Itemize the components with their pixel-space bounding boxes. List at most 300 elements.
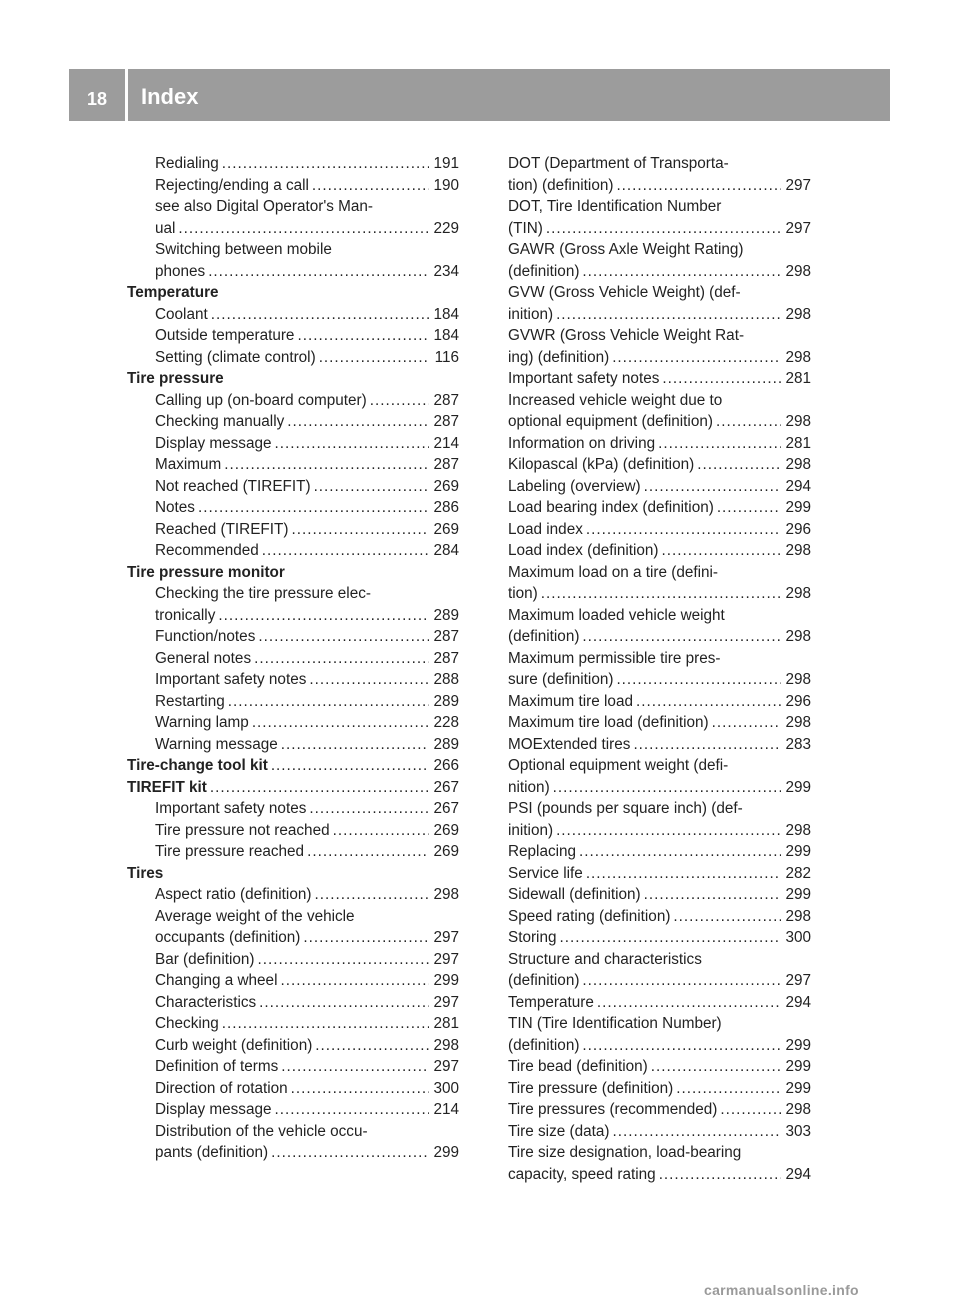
entry-text: Storing: [508, 929, 557, 946]
entry-text: Maximum tire load: [508, 692, 633, 710]
page-reference: 298: [785, 348, 811, 366]
entry-text: tion): [508, 585, 538, 602]
entry-text: nition): [508, 778, 550, 796]
entry-text: DOT, Tire Identification Number: [508, 198, 722, 215]
index-entry: [127, 884, 459, 906]
entry-text: Calling up (on-board computer): [155, 391, 367, 409]
page-reference: 190: [433, 176, 459, 194]
dot-leader: [287, 411, 429, 433]
dot-leader: [271, 1142, 429, 1164]
index-entry: [127, 906, 459, 949]
page-reference: 298: [785, 413, 811, 430]
dot-leader: [228, 691, 429, 713]
page-reference: 269: [433, 477, 459, 495]
index-heading: [127, 282, 459, 304]
entry-text: Tire-change tool kit: [127, 757, 268, 774]
page-reference: 299: [433, 1144, 459, 1161]
page-reference: 297: [433, 950, 459, 968]
entry-text: GAWR (Gross Axle Weight Rating): [508, 241, 744, 258]
dot-leader: [262, 540, 429, 562]
entry-text: Definition of terms: [155, 1058, 279, 1075]
page-reference: 281: [785, 434, 811, 452]
page-reference: 289: [433, 735, 459, 753]
index-entry: [508, 734, 811, 756]
page-reference: 300: [785, 929, 811, 946]
index-entry: [127, 390, 459, 412]
index-entry: [127, 411, 459, 433]
dot-leader: [222, 1013, 429, 1035]
page-reference: 229: [433, 219, 459, 237]
entry-text: occupants (definition): [155, 929, 301, 946]
entry-text: Checking manually: [155, 413, 285, 430]
entry-text: capacity, speed rating: [508, 1165, 656, 1183]
index-entry: [508, 755, 811, 798]
dot-leader: [582, 626, 781, 648]
page-reference: 191: [433, 155, 459, 172]
page-reference: 298: [785, 821, 811, 839]
page-reference: 297: [433, 1058, 459, 1075]
index-entry: [127, 433, 459, 455]
entry-text: Optional equipment weight (defi-: [508, 757, 729, 774]
page-reference: 299: [785, 843, 811, 860]
page-reference: 299: [785, 778, 811, 796]
dot-leader: [259, 992, 429, 1014]
dot-leader: [258, 626, 429, 648]
page-reference: 298: [433, 886, 459, 903]
entry-text: Warning message: [155, 735, 278, 753]
entry-text: inition): [508, 305, 554, 323]
entry-text: Load index: [508, 520, 583, 538]
page-reference: 281: [433, 1015, 459, 1032]
entry-text: Function/notes: [155, 628, 256, 645]
entry-text: Coolant: [155, 305, 208, 323]
dot-leader: [651, 1056, 781, 1078]
page-reference: 294: [785, 477, 811, 495]
entry-text: Characteristics: [155, 993, 257, 1011]
entry-text: Rejecting/ending a call: [155, 176, 309, 194]
entry-text: Checking: [155, 1015, 219, 1032]
entry-text: Checking the tire pressure elec-: [155, 585, 371, 602]
index-heading: [127, 562, 459, 584]
page-reference: 299: [785, 1036, 811, 1054]
entry-text: MOExtended tires: [508, 735, 631, 753]
index-entry: [127, 820, 459, 842]
index-entry: [508, 1099, 811, 1121]
entry-text: Service life: [508, 864, 583, 882]
page-reference: 299: [785, 1079, 811, 1097]
dot-leader: [252, 712, 429, 734]
page-reference: 287: [433, 391, 459, 409]
index-heading: [127, 777, 459, 799]
dot-leader: [662, 368, 781, 390]
page-reference: 269: [433, 821, 459, 839]
dot-leader: [224, 454, 429, 476]
page-number: 18: [86, 89, 108, 109]
page-reference: 269: [433, 843, 459, 860]
page-reference: 287: [433, 456, 459, 473]
index-heading: [127, 755, 459, 777]
dot-leader: [314, 884, 429, 906]
index-entry: [508, 519, 811, 541]
entry-text: Outside temperature: [155, 327, 295, 344]
index-entry: [127, 1035, 459, 1057]
dot-leader: [582, 261, 781, 283]
page-reference: 184: [433, 305, 459, 323]
page-reference: 297: [433, 993, 459, 1011]
index-entry: [127, 153, 459, 175]
dot-leader: [559, 927, 781, 949]
heading-text: Tires: [127, 864, 164, 882]
heading-text: Tire pressure monitor: [127, 563, 285, 581]
index-entry: [508, 884, 811, 906]
entry-text: Restarting: [155, 692, 225, 710]
index-entry: [127, 1013, 459, 1035]
page-reference: 282: [785, 864, 811, 882]
dot-leader: [254, 648, 429, 670]
page-reference: 116: [434, 348, 459, 366]
entry-text: Maximum: [155, 456, 222, 473]
dot-leader: [553, 777, 781, 799]
page-reference: 299: [433, 972, 459, 989]
page-reference: 298: [785, 456, 811, 473]
entry-text: Replacing: [508, 843, 577, 860]
entry-text: GVW (Gross Vehicle Weight) (def-: [508, 284, 741, 301]
index-entry: [508, 433, 811, 455]
entry-text: Labeling (overview): [508, 477, 641, 495]
page-reference: 288: [433, 671, 459, 688]
dot-leader: [303, 927, 429, 949]
entry-text: tion) (definition): [508, 176, 614, 194]
page-reference: 286: [433, 499, 459, 516]
entry-text: General notes: [155, 649, 252, 667]
page-reference: 297: [785, 972, 811, 989]
page-reference: 298: [785, 1101, 811, 1118]
dot-leader: [312, 175, 429, 197]
dot-leader: [644, 476, 781, 498]
page-reference: 267: [433, 778, 459, 796]
entry-text: Maximum tire load (definition): [508, 714, 709, 731]
dot-leader: [178, 218, 429, 240]
entry-text: Recommended: [155, 542, 259, 559]
page-title: Index: [141, 84, 199, 109]
dot-leader: [612, 1121, 781, 1143]
index-entry: [508, 390, 811, 433]
dot-leader: [208, 261, 429, 283]
dot-leader: [291, 1078, 429, 1100]
dot-leader: [597, 992, 781, 1014]
index-entry: [508, 1121, 811, 1143]
dot-leader: [712, 712, 781, 734]
entry-text: Important safety notes: [508, 370, 660, 387]
dot-leader: [616, 669, 781, 691]
page-reference: 298: [785, 628, 811, 645]
index-entry: [508, 691, 811, 713]
page-reference: 298: [785, 907, 811, 925]
index-entry: [127, 476, 459, 498]
page-reference: 299: [785, 1058, 811, 1075]
dot-leader: [257, 949, 429, 971]
entry-text: (definition): [508, 972, 580, 989]
entry-text: Distribution of the vehicle occu-: [155, 1122, 368, 1140]
page-reference: 283: [785, 735, 811, 753]
index-entry: [508, 540, 811, 562]
index-entry: [127, 196, 459, 239]
page-reference: 299: [785, 886, 811, 903]
entry-text: Tire pressure not reached: [155, 821, 330, 839]
heading-text: Temperature: [127, 284, 219, 301]
entry-text: Important safety notes: [155, 671, 307, 688]
index-entry: [508, 282, 811, 325]
index-entry: [508, 1078, 811, 1100]
dot-leader: [582, 970, 781, 992]
entry-text: Average weight of the vehicle: [155, 907, 355, 925]
index-entry: [508, 927, 811, 949]
dot-leader: [222, 153, 429, 175]
entry-text: Direction of rotation: [155, 1079, 288, 1097]
index-entry: [127, 992, 459, 1014]
entry-text: inition): [508, 821, 554, 839]
index-entry: [127, 583, 459, 626]
page-reference: 289: [433, 692, 459, 710]
dot-leader: [281, 1056, 429, 1078]
page-reference: 298: [785, 262, 811, 280]
entry-text: Changing a wheel: [155, 972, 278, 989]
dot-leader: [658, 433, 781, 455]
entry-text: Not reached (TIREFIT): [155, 477, 311, 495]
index-entry: [127, 1121, 459, 1164]
index-entry: [127, 347, 459, 369]
entry-text: Tire pressure (definition): [508, 1079, 674, 1097]
page-reference: 289: [433, 606, 459, 624]
index-entry: [508, 798, 811, 841]
dot-leader: [274, 433, 429, 455]
entry-text: Switching between mobile: [155, 241, 332, 258]
index-entry: [127, 970, 459, 992]
dot-leader: [314, 476, 429, 498]
entry-text: TIN (Tire Identification Number): [508, 1015, 722, 1032]
entry-text: Tire bead (definition): [508, 1058, 648, 1075]
entry-text: see also Digital Operator's Man-: [155, 198, 374, 215]
index-entry: [508, 1142, 811, 1185]
dot-leader: [218, 605, 429, 627]
index-entry: [508, 1056, 811, 1078]
entry-text: (definition): [508, 262, 580, 280]
dot-leader: [271, 755, 429, 777]
dot-leader: [309, 798, 429, 820]
page-reference: 298: [433, 1036, 459, 1054]
page-reference: 267: [433, 800, 459, 817]
index-entry: [508, 841, 811, 863]
index-entry: [508, 863, 811, 885]
page-reference: 214: [433, 434, 459, 452]
entry-text: Sidewall (definition): [508, 886, 641, 903]
entry-text: GVWR (Gross Vehicle Weight Rat-: [508, 327, 745, 344]
page-reference: 298: [785, 714, 811, 731]
index-entry: [508, 476, 811, 498]
entry-text: Aspect ratio (definition): [155, 886, 312, 903]
dot-leader: [612, 347, 781, 369]
index-entry: [127, 648, 459, 670]
index-entry: [127, 1056, 459, 1078]
index-entry: [127, 454, 459, 476]
index-entry: [127, 626, 459, 648]
dot-leader: [274, 1099, 429, 1121]
entry-text: Display message: [155, 1101, 272, 1118]
dot-leader: [307, 841, 429, 863]
page-reference: 284: [433, 542, 459, 559]
dot-leader: [662, 540, 781, 562]
index-entry: [127, 734, 459, 756]
index-entry: [127, 841, 459, 863]
dot-leader: [586, 519, 781, 541]
page-reference: 294: [785, 993, 811, 1011]
dot-leader: [546, 218, 781, 240]
entry-text: Tire size (data): [508, 1122, 610, 1140]
index-entry: [127, 325, 459, 347]
watermark: carmanualsonline.info: [704, 1282, 859, 1298]
index-entry: [508, 1013, 811, 1056]
index-entry: [127, 1078, 459, 1100]
entry-text: TIREFIT kit: [127, 778, 207, 796]
page-reference: 298: [785, 542, 811, 559]
heading-text: Tire pressure: [127, 370, 224, 387]
page-header: [69, 69, 890, 121]
dot-leader: [198, 497, 429, 519]
page-reference: 266: [433, 757, 459, 774]
index-entry: [127, 798, 459, 820]
dot-leader: [280, 970, 429, 992]
entry-text: Tire pressure reached: [155, 843, 305, 860]
page-reference: 294: [785, 1165, 811, 1183]
entry-text: phones: [155, 262, 206, 280]
page-reference: 287: [433, 628, 459, 645]
entry-text: optional equipment (definition): [508, 413, 713, 430]
dot-leader: [659, 1164, 781, 1186]
dot-leader: [370, 390, 429, 412]
index-entry: [508, 153, 811, 196]
entry-text: Display message: [155, 434, 272, 452]
entry-text: Maximum loaded vehicle weight: [508, 606, 725, 624]
entry-text: Maximum permissible tire pres-: [508, 649, 721, 667]
index-entry: [508, 196, 811, 239]
index-entry: [508, 497, 811, 519]
dot-leader: [720, 1099, 781, 1121]
entry-text: (definition): [508, 1036, 580, 1054]
index-entry: [127, 304, 459, 326]
index-entry: [508, 648, 811, 691]
dot-leader: [281, 734, 429, 756]
entry-text: sure (definition): [508, 671, 614, 688]
page-reference: 297: [785, 176, 811, 194]
dot-leader: [582, 1035, 781, 1057]
page-reference: 298: [785, 671, 811, 688]
page-reference: 214: [433, 1101, 459, 1118]
entry-text: Notes: [155, 499, 195, 516]
dot-leader: [586, 863, 781, 885]
entry-text: Kilopascal (kPa) (definition): [508, 456, 695, 473]
entry-text: ing) (definition): [508, 348, 610, 366]
index-entry: [508, 562, 811, 605]
entry-text: Increased vehicle weight due to: [508, 391, 723, 409]
dot-leader: [556, 304, 781, 326]
dot-leader: [579, 841, 781, 863]
entry-text: ual: [155, 219, 176, 237]
index-entry: [508, 605, 811, 648]
dot-leader: [716, 411, 781, 433]
entry-text: (definition): [508, 628, 580, 645]
dot-leader: [633, 734, 781, 756]
page-reference: 296: [785, 520, 811, 538]
dot-leader: [315, 1035, 429, 1057]
dot-leader: [541, 583, 781, 605]
header-divider: [125, 69, 128, 121]
page-reference: 234: [433, 262, 459, 280]
index-entry: [508, 949, 811, 992]
page-reference: 303: [785, 1122, 811, 1140]
index-entry: [127, 1099, 459, 1121]
entry-text: Bar (definition): [155, 950, 255, 968]
page-reference: 287: [433, 413, 459, 430]
index-column-left: [127, 153, 459, 1164]
dot-leader: [644, 884, 781, 906]
dot-leader: [697, 454, 781, 476]
index-entry: [127, 712, 459, 734]
entry-text: Important safety notes: [155, 800, 307, 817]
page-reference: 296: [785, 692, 811, 710]
entry-text: Speed rating (definition): [508, 907, 671, 925]
entry-text: PSI (pounds per square inch) (def-: [508, 800, 743, 817]
index-entry: [127, 540, 459, 562]
index-entry: [127, 949, 459, 971]
dot-leader: [636, 691, 781, 713]
entry-text: Setting (climate control): [155, 348, 316, 366]
page-reference: 269: [433, 520, 459, 538]
dot-leader: [309, 669, 429, 691]
index-entry: [127, 669, 459, 691]
entry-text: Load index (definition): [508, 542, 659, 559]
index-entry: [508, 325, 811, 368]
dot-leader: [291, 519, 429, 541]
index-heading: [127, 863, 459, 885]
entry-text: DOT (Department of Transporta-: [508, 155, 729, 172]
index-entry: [508, 992, 811, 1014]
index-entry: [127, 691, 459, 713]
page-reference: 298: [785, 585, 811, 602]
index-entry: [508, 454, 811, 476]
index-entry: [508, 712, 811, 734]
page-reference: 228: [433, 714, 459, 731]
entry-text: Tire pressures (recommended): [508, 1101, 718, 1118]
entry-text: tronically: [155, 606, 216, 624]
dot-leader: [717, 497, 781, 519]
page-reference: 300: [433, 1079, 459, 1097]
index-entry: [508, 368, 811, 390]
page-reference: 287: [433, 649, 459, 667]
entry-text: Load bearing index (definition): [508, 499, 714, 516]
dot-leader: [297, 325, 429, 347]
index-entry: [508, 906, 811, 928]
dot-leader: [210, 777, 429, 799]
entry-text: Reached (TIREFIT): [155, 520, 289, 538]
page-reference: 298: [785, 305, 811, 323]
entry-text: Structure and characteristics: [508, 950, 702, 968]
entry-text: Information on driving: [508, 434, 656, 452]
dot-leader: [319, 347, 429, 369]
entry-text: Tire size designation, load-bearing: [508, 1144, 742, 1161]
page-reference: 297: [785, 219, 811, 237]
page-reference: 184: [433, 327, 459, 344]
index-entry: [127, 497, 459, 519]
